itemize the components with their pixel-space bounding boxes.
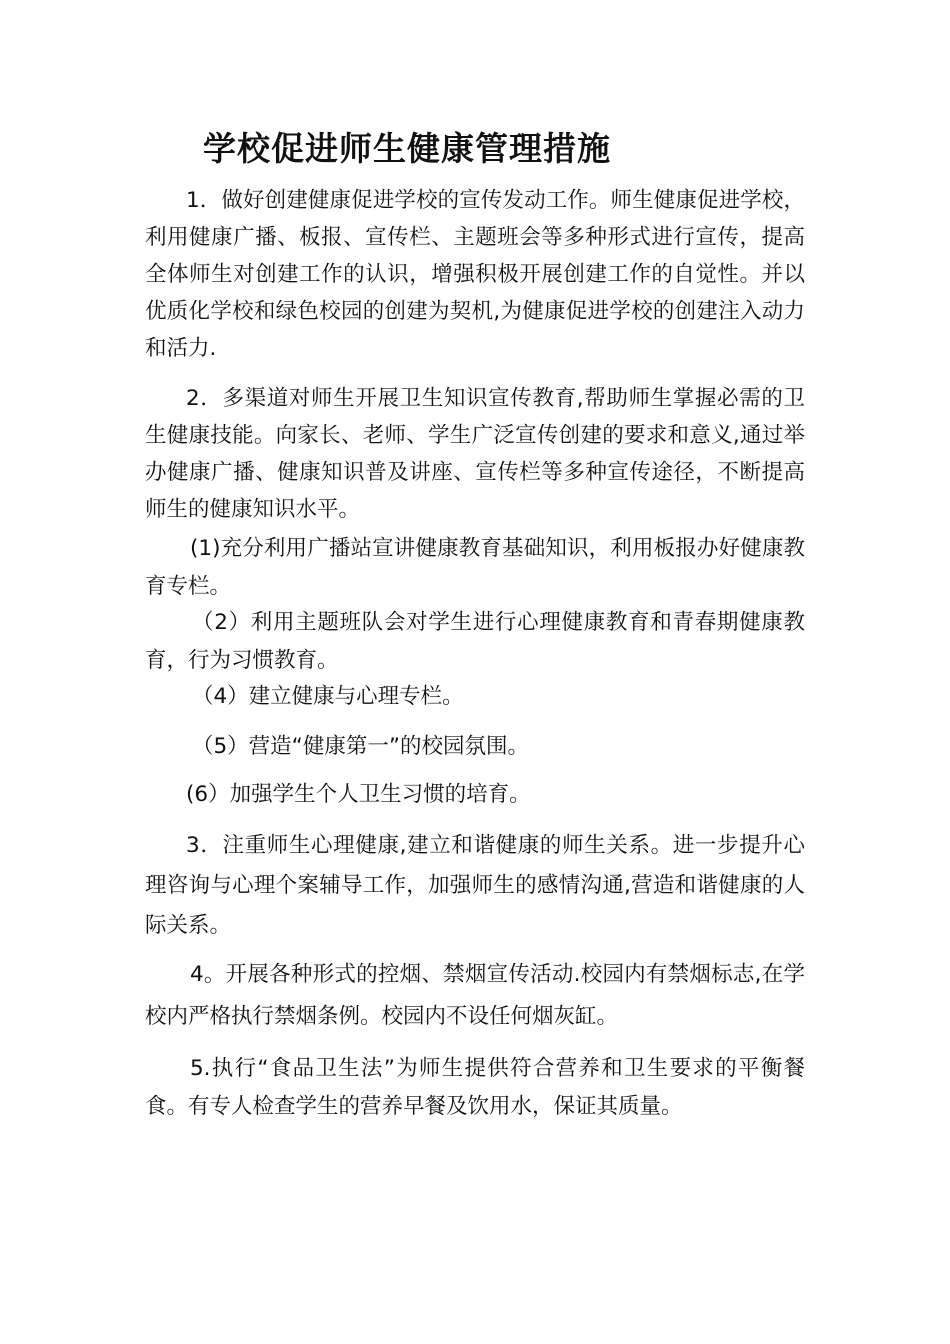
paragraph-5: 5.执行“食品卫生法”为师生提供符合营养和卫生要求的平衡餐食。有专人检查学生的营养早餐及饮用水，保证其质量。	[145, 1056, 805, 1119]
document-title: 学校促进师生健康管理措施	[203, 129, 611, 168]
paragraph-4: 4。开展各种形式的控烟、禁烟宣传活动.校园内有禁烟标志,在学校内严格执行禁烟条例。校园内不设任何烟灰缸。	[145, 962, 805, 1029]
paragraph-3: 3．注重师生心理健康,建立和谐健康的师生关系。进一步提升心理咨询与心理个案辅导工作，加强师生的感情沟通,营造和谐健康的人际关系。	[145, 833, 805, 938]
paragraph-2-item-2: （2）利用主题班队会对学生进行心理健康教育和青春期健康教育，行为习惯教育。	[145, 610, 805, 673]
paragraph-2-item-4: （4）建立健康与心理专栏。	[192, 684, 464, 709]
paragraph-2: 2．多渠道对师生开展卫生知识宣传教育,帮助师生掌握必需的卫生健康技能。向家长、老师、学生广泛宣传创建的要求和意义,通过举办健康广播、健康知识普及讲座、宣传栏等多种宣传途径，不断提高师生的健康知识水平。	[145, 386, 805, 522]
paragraph-2-item-6: (6）加强学生个人卫生习惯的培育。	[186, 782, 531, 807]
paragraph-1: 1．做好创建健康促进学校的宣传发动工作。师生健康促进学校，利用健康广播、板报、宣传栏、主题班会等多种形式进行宣传，提高全体师生对创建工作的认识，增强积极开展创建工作的自觉性。并以优质化学校和绿色校园的创建为契机,为健康促进学校的创建注入动力和活力.	[145, 188, 805, 361]
paragraph-2-item-1: (1)充分利用广播站宣讲健康教育基础知识，利用板报办好健康教育专栏。	[145, 536, 805, 599]
paragraph-2-item-5: （5）营造“健康第一”的校园氛围。	[192, 734, 529, 759]
